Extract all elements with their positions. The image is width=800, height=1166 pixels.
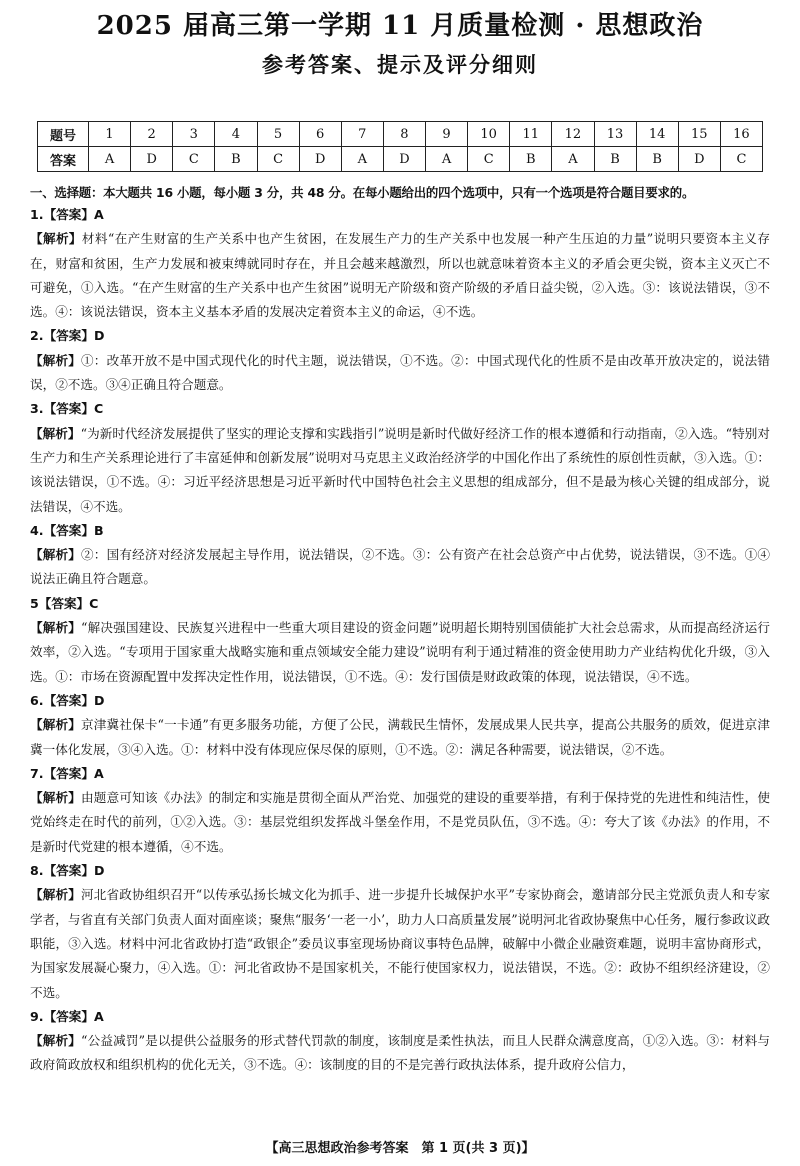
analysis-tag: 【解析】 (30, 352, 82, 368)
question-number-cell: 10 (468, 122, 510, 147)
question-number-cell: 12 (552, 122, 594, 147)
answer-item (30, 592, 770, 689)
answer-line (30, 324, 770, 348)
answer-line (30, 859, 770, 883)
question-number-row (38, 122, 763, 147)
answer-value: D (93, 328, 105, 344)
answer-cell: D (299, 147, 341, 172)
document-subtitle: 参考答案、提示及评分细则 (262, 53, 538, 77)
answer-tag: 【答案】 (43, 207, 94, 222)
analysis-tag: 【解析】 (30, 1033, 82, 1049)
answer-item (30, 689, 770, 762)
question-number-cell: 3 (173, 122, 215, 147)
answer-tag: 【答案】 (38, 595, 90, 611)
analysis-text: “解决强国建设、民族复兴进程中一些重大项目建设的资金问题”说明超长期特别国债能扩大社会总需求，从而提高经济运行效率，②入选。“专项用于国家重大战略实施和重点领域安全能力建设”说明有利于通过精准的资金使用助力产业结构优化升级，③入选。①：市场在资源配置中发挥决定性作用，说法错误，①不选。④：发行国债是财政政策的体现，说法错误，④不选。 (30, 620, 770, 684)
answer-value: D (93, 692, 105, 708)
answer-value: A (93, 765, 104, 781)
analysis-tag: 【解析】 (30, 425, 81, 441)
question-number-cell: 7 (341, 122, 383, 147)
answer-cell: C (468, 147, 510, 172)
question-number-cell: 1 (89, 122, 131, 147)
answer-line (30, 689, 770, 713)
question-number: 8. (30, 863, 44, 879)
answer-item (30, 1005, 770, 1078)
question-number-cell: 5 (257, 122, 299, 147)
answer-row (38, 147, 763, 172)
analysis-paragraph (30, 1029, 770, 1078)
answer-cell: B (215, 147, 257, 172)
answer-tag: 【答案】 (43, 522, 94, 538)
answer-value: C (89, 595, 99, 611)
question-number: 9. (30, 1008, 44, 1024)
question-number: 1. (30, 207, 44, 222)
answer-tag: 【答案】 (43, 692, 94, 708)
analysis-tag: 【解析】 (30, 790, 82, 806)
question-number-cell: 16 (720, 122, 762, 147)
analysis-paragraph (30, 543, 770, 592)
answer-value: C (93, 401, 104, 417)
question-number: 4. (30, 522, 44, 538)
question-number-cell: 2 (131, 122, 173, 147)
answer-tag: 【答案】 (43, 401, 94, 417)
answer-item (30, 762, 770, 859)
page-footer: 【高三思想政治参考答案 第 1 页(共 3 页)】 (265, 1141, 535, 1156)
question-number-cell: 9 (426, 122, 468, 147)
analysis-text: 河北省政协组织召开“以传承弘扬长城文化为抓手、进一步提升长城保护水平”专家协商会，邀请部分民主党派负责人和专家学者，与省直有关部门负责人面对面座谈；聚焦“服务‘一老一小’，助力人口高质量发展”说明河北省政协聚焦中心任务，履行参政议政职能，③入选。材料中河北省政协打造“政银企”委员议事室现场协商议事特色品牌，破解中小微企业融资难题，说明丰富协商形式，为国家发展凝心聚力，④入选。①：河北省政协不是国家机关，不能行使国家权力，说法错误，不选。②：政协不组织经济建设，②不选。 (30, 887, 770, 1000)
answer-tag: 【答案】 (43, 765, 94, 781)
question-number: 2. (30, 328, 44, 344)
answer-table (37, 121, 763, 172)
question-number-cell: 13 (594, 122, 636, 147)
answer-cell: D (383, 147, 425, 172)
answer-value: D (93, 863, 105, 879)
answer-tag: 【答案】 (43, 1008, 94, 1024)
answer-line (30, 1005, 770, 1029)
question-number: 3. (30, 401, 44, 417)
analysis-tag: 【解析】 (30, 717, 82, 733)
answer-line (30, 762, 770, 786)
answer-cell: D (678, 147, 720, 172)
analysis-text: “公益减罚”是以提供公益服务的形式替代罚款的制度，该制度是柔性执法，而且人民群众满意度高，①②入选。③：材料与政府简政放权和组织机构的优化无关，③不选。④：该制度的目的不是完善行政执法体系，提升政府公信力， (30, 1033, 770, 1073)
question-number-header: 题号 (38, 122, 89, 147)
answer-cell: C (173, 147, 215, 172)
answer-line (30, 519, 770, 543)
answer-cell: A (552, 147, 594, 172)
answer-line (30, 203, 770, 227)
analysis-text: 材料“在产生财富的生产关系中也产生贫困，在发展生产力的生产关系中也发展一种产生压迫的力量”说明只要资本主义存在，财富和贫困，生产力发展和被束缚就同时存在，并且会越来越激烈，所以也就意味着资本主义的矛盾会更尖锐，资本主义灭亡不可避免，①入选。“在产生财富的生产关系中也产生贫困”说明无产阶级和资产阶级的矛盾日益尖锐，②入选。③：该说法错误，③不选。④：该说法错误，资本主义基本矛盾的发展决定着资本主义的命运，④不选。 (30, 231, 770, 320)
analysis-tag: 【解析】 (30, 620, 82, 636)
analysis-paragraph (30, 422, 770, 519)
analysis-paragraph (30, 349, 770, 398)
answer-line (30, 397, 770, 421)
question-number: 6. (30, 692, 44, 708)
analysis-tag: 【解析】 (30, 887, 82, 903)
answer-value: A (93, 207, 104, 222)
analysis-text: ②：国有经济对经济发展起主导作用，说法错误，②不选。③：公有资产在社会总资产中占优势，说法错误，③不选。①④说法正确且符合题意。 (30, 547, 771, 587)
question-number: 7. (30, 765, 44, 781)
answer-cell: B (594, 147, 636, 172)
question-number-cell: 11 (510, 122, 552, 147)
answer-cell: B (636, 147, 678, 172)
answer-cell: A (89, 147, 131, 172)
question-number-cell: 14 (636, 122, 678, 147)
answer-cell: A (341, 147, 383, 172)
answer-header: 答案 (38, 147, 89, 172)
analysis-paragraph (30, 786, 770, 859)
analysis-paragraph (30, 883, 770, 1004)
analysis-tag: 【解析】 (30, 231, 82, 247)
answer-cell: C (720, 147, 762, 172)
answer-value: B (93, 522, 104, 538)
question-number: 5 (30, 595, 39, 611)
answer-cell: C (257, 147, 299, 172)
answer-cell: B (510, 147, 552, 172)
answer-items (30, 203, 770, 1078)
answer-item (30, 859, 770, 1005)
answer-value: A (93, 1008, 104, 1024)
analysis-text: 由题意可知该《办法》的制定和实施是贯彻全面从严治党、加强党的建设的重要举措，有利于保持党的先进性和纯洁性，使党始终走在时代的前列，①②入选。③：基层党组织发挥战斗堡垒作用，不是党员队伍，③不选。④：夸大了该《办法》的作用，不是新时代党建的根本遵循，④不选。 (30, 790, 771, 854)
answer-item (30, 203, 770, 324)
question-number-cell: 15 (678, 122, 720, 147)
analysis-text: ①：改革开放不是中国式现代化的时代主题，说法错误，①不选。②：中国式现代化的性质不是由改革开放决定的，说法错误，②不选。③④正确且符合题意。 (30, 352, 771, 393)
answer-item (30, 519, 770, 592)
question-number-cell: 8 (383, 122, 425, 147)
analysis-paragraph (30, 227, 770, 324)
answer-item (30, 324, 770, 397)
answer-line (30, 592, 770, 616)
section-heading: 一、选择题：本大题共 16 小题，每小题 3 分，共 48 分。在每小题给出的四个选项中，只有一个选项是符合题目要求的。 (30, 185, 695, 200)
answer-tag: 【答案】 (43, 328, 94, 344)
answer-cell: D (131, 147, 173, 172)
analysis-paragraph (30, 616, 770, 689)
answer-item (30, 397, 770, 518)
question-number-cell: 4 (215, 122, 257, 147)
analysis-text: “为新时代经济发展提供了坚实的理论支撑和实践指引”说明是新时代做好经济工作的根本遵循和行动指南，②入选。“特别对生产力和生产关系理论进行了丰富延伸和创新发展”说明对马克思主义政治经济学的中国化作出了系统性的原创性贡献，③入选。①：该说法错误，①不选。④：习近平经济思想是习近平新时代中国特色社会主义思想的组成部分，但不是最为核心关键的组成部分，说法错误，④不选。 (30, 425, 770, 514)
analysis-tag: 【解析】 (30, 547, 82, 563)
answer-tag: 【答案】 (43, 863, 94, 879)
document-title: 2025 届高三第一学期 11 月质量检测 · 思想政治 (96, 11, 704, 41)
question-number-cell: 6 (299, 122, 341, 147)
analysis-paragraph (30, 713, 770, 762)
answer-cell: A (426, 147, 468, 172)
analysis-text: 京津冀社保卡“一卡通”有更多服务功能，方便了公民，满载民生情怀，发展成果人民共享，提高公共服务的质效，促进京津冀一体化发展，③④入选。①：材料中没有体现应保尽保的原则，①不选。②：满足各种需要，说法错误，②不选。 (30, 717, 770, 757)
